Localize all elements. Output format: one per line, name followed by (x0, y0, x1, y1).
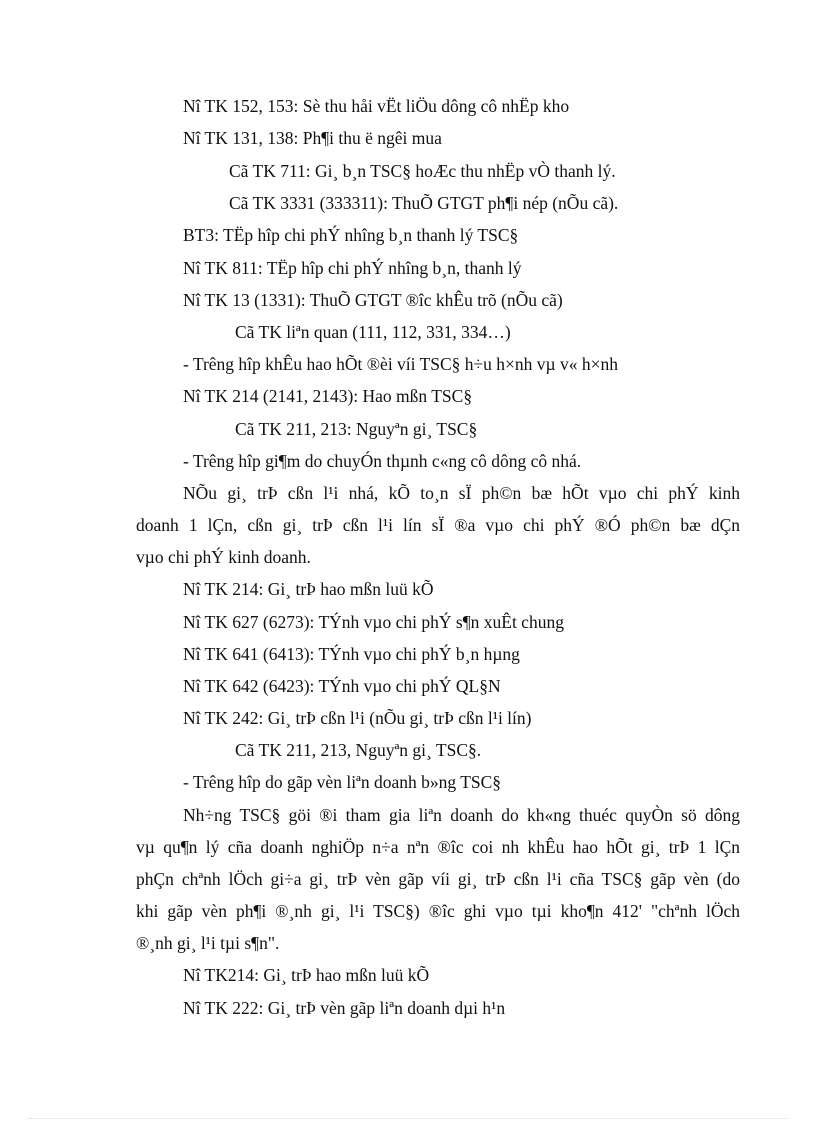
text-line: Nî TK 641 (6413): TÝnh vµo chi phÝ b¸n hµng (183, 644, 520, 664)
text-line: phÇn chªnh lÖch gi÷a gi¸ trÞ vèn gãp víi gi¸ trÞ cßn l¹i cña TSC§ gãp vèn (do (136, 869, 740, 889)
text-line: Nî TK 811: TËp hîp chi phÝ nhîng b¸n, thanh lý (183, 258, 522, 278)
footer-divider (28, 1118, 788, 1119)
text-line: vµ qu¶n lý cña doanh nghiÖp n÷a nªn ®îc coi nh khÊu hao hÕt gi¸ trÞ 1 lÇn (136, 837, 740, 857)
text-line: Nî TK 131, 138: Ph¶i thu ë ngêi mua (183, 128, 442, 148)
text-line: khi gãp vèn ph¶i ®¸nh gi¸ l¹i TSC§) ®îc ghi vµo tµi kho¶n 412' "chªnh lÖch (136, 901, 740, 921)
text-line: Nî TK 152, 153: Sè thu håi vËt liÖu dông cô nhËp kho (183, 96, 570, 116)
text-line: Cã TK 3331 (333311): ThuÕ GTGT ph¶i nép (nÕu cã). (229, 193, 619, 213)
text-line: Nî TK 214 (2141, 2143): Hao mßn TSC§ (183, 386, 473, 406)
text-line: Nî TK 222: Gi¸ trÞ vèn gãp liªn doanh dµi h¹n (183, 998, 506, 1018)
text-line: BT3: TËp hîp chi phÝ nhîng b¸n thanh lý TSC§ (183, 225, 519, 245)
text-line: Nî TK 13 (1331): ThuÕ GTGT ®îc khÊu trõ (nÕu cã) (183, 290, 563, 310)
text-line: Nî TK 242: Gi¸ trÞ cßn l¹i (nÕu gi¸ trÞ cßn l¹i lín) (183, 708, 532, 728)
text-line: doanh 1 lÇn, cßn gi¸ trÞ cßn l¹i lín sÏ ®a vµo chi phÝ ®Ó ph©n bæ dÇn (136, 515, 740, 535)
text-line: ®¸nh gi¸ l¹i tµi s¶n". (136, 933, 280, 953)
text-line: Cã TK liªn quan (111, 112, 331, 334…) (235, 322, 511, 342)
text-line: Cã TK 211, 213, Nguyªn gi¸ TSC§. (235, 740, 482, 760)
text-line: Nî TK 642 (6423): TÝnh vµo chi phÝ QL§N (183, 676, 501, 696)
text-line: Nî TK 627 (6273): TÝnh vµo chi phÝ s¶n xuÊt chung (183, 612, 564, 632)
text-line: Nh÷ng TSC§ göi ®i tham gia liªn doanh do kh«ng thuéc quyÒn sö dông (183, 805, 740, 825)
text-line: - Trêng hîp do gãp vèn liªn doanh b»ng TSC§ (183, 772, 502, 792)
text-line: Cã TK 711: Gi¸ b¸n TSC§ hoÆc thu nhËp vÒ thanh lý. (229, 161, 616, 181)
text-line: - Trêng hîp gi¶m do chuyÓn thµnh c«ng cô dông cô nhá. (183, 451, 582, 471)
text-line: Nî TK214: Gi¸ trÞ hao mßn luü kÕ (183, 965, 430, 985)
text-line: NÕu gi¸ trÞ cßn l¹i nhá, kÕ to¸n sÏ ph©n bæ hÕt vµo chi phÝ kinh (183, 483, 740, 503)
text-line: Nî TK 214: Gi¸ trÞ hao mßn luü kÕ (183, 579, 434, 599)
text-line: - Trêng hîp khÊu hao hÕt ®èi víi TSC§ h÷u h×nh vµ v« h×nh (183, 354, 618, 374)
text-line: Cã TK 211, 213: Nguyªn gi¸ TSC§ (235, 419, 478, 439)
text-line: vµo chi phÝ kinh doanh. (136, 547, 311, 567)
